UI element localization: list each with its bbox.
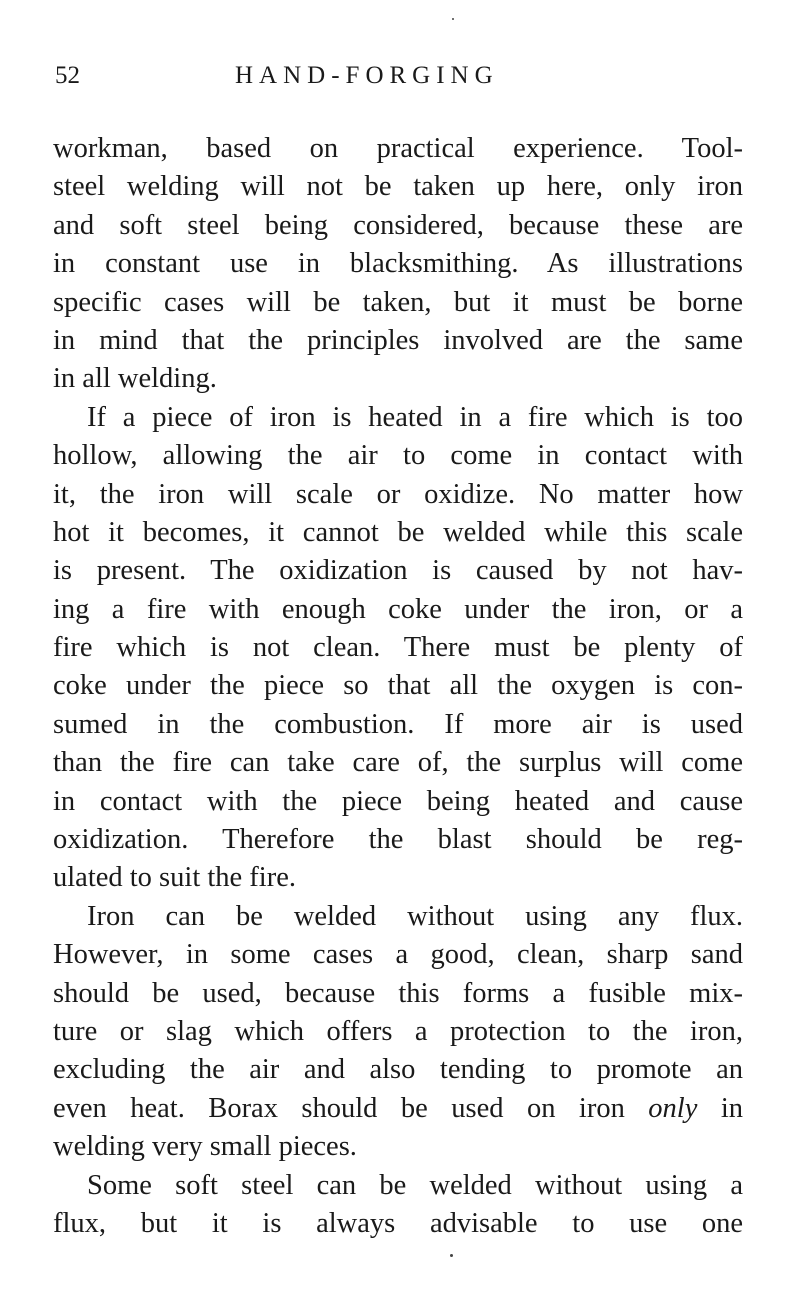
paragraph bbox=[53, 130, 743, 399]
text-line: oxidization. Therefore the blast should be reg- bbox=[53, 824, 743, 856]
text-line: in contact with the piece being heated and cause bbox=[53, 785, 743, 817]
text-line: than the fire can take care of, the surplus will come bbox=[53, 747, 743, 779]
text-line: hot it becomes, it cannot be welded while this scale bbox=[53, 516, 743, 548]
paragraph bbox=[53, 399, 743, 898]
text-line: flux, but it is always advisable to use one bbox=[53, 1207, 743, 1239]
text-line: hollow, allowing the air to come in contact with bbox=[53, 440, 743, 472]
text-line: welding very small pieces. bbox=[53, 1131, 357, 1163]
text-line: ture or slag which offers a protection to the iron, bbox=[53, 1015, 743, 1047]
text-line: even heat. Borax should be used on iron only in bbox=[53, 1092, 743, 1124]
text-line: in mind that the principles involved are the same bbox=[53, 324, 743, 356]
text-line: Some soft steel can be welded without using a bbox=[87, 1169, 743, 1201]
text-line: If a piece of iron is heated in a fire which is too bbox=[87, 401, 743, 433]
paragraph bbox=[53, 898, 743, 1167]
page-number: 52 bbox=[55, 62, 80, 89]
text-line: fire which is not clean. There must be plenty of bbox=[53, 632, 743, 664]
text-line: Iron can be welded without using any flux. bbox=[87, 900, 743, 932]
text-line: is present. The oxidization is caused by not hav- bbox=[53, 555, 743, 587]
running-title: HAND-FORGING bbox=[235, 62, 499, 89]
text-line: should be used, because this forms a fusible mix- bbox=[53, 977, 743, 1009]
ink-speck bbox=[452, 18, 454, 20]
text-line: specific cases will be taken, but it must be borne bbox=[53, 286, 743, 318]
text-line: ulated to suit the fire. bbox=[53, 862, 296, 894]
text-line: it, the iron will scale or oxidize. No matter how bbox=[53, 478, 743, 510]
text-line: ing a fire with enough coke under the iron, or a bbox=[53, 593, 743, 625]
text-line: in constant use in blacksmithing. As illustrations bbox=[53, 248, 743, 280]
text-line: steel welding will not be taken up here, only iron bbox=[53, 171, 743, 203]
text-line: However, in some cases a good, clean, sharp sand bbox=[53, 939, 743, 971]
running-head bbox=[55, 62, 745, 102]
body-text bbox=[53, 130, 743, 1243]
text-line: excluding the air and also tending to promote an bbox=[53, 1054, 743, 1086]
text-line: in all welding. bbox=[53, 363, 217, 395]
text-line: workman, based on practical experience. Tool- bbox=[53, 133, 743, 164]
text-line: and soft steel being considered, because these are bbox=[53, 209, 743, 241]
ink-speck bbox=[450, 1254, 453, 1257]
text-line: coke under the piece so that all the oxygen is con- bbox=[53, 670, 743, 702]
text-line: sumed in the combustion. If more air is used bbox=[53, 708, 743, 740]
emphasis: only bbox=[648, 1092, 698, 1124]
paragraph bbox=[53, 1167, 743, 1244]
